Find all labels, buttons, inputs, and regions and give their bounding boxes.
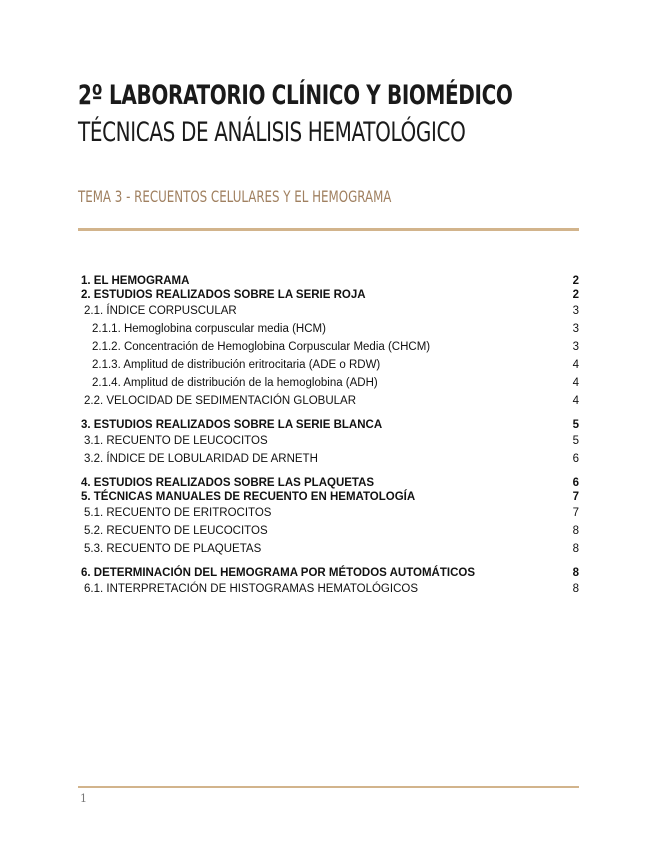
toc-entry-text: 2.1.3. Amplitud de distribución eritrocitaria (ADE o RDW)	[92, 359, 381, 371]
toc-entry-text: 2.1.2. Concentración de Hemoglobina Corpuscular Media (CHCM)	[92, 341, 431, 353]
toc-entry-page: 6	[572, 477, 579, 489]
document-title-line2: TÉCNICAS DE ANÁLISIS HEMATOLÓGICO	[78, 117, 466, 148]
toc-entry-page: 8	[572, 567, 579, 579]
toc-gap	[78, 468, 579, 476]
toc-entry[interactable]	[78, 476, 579, 490]
toc-entry[interactable]	[78, 320, 579, 338]
toc-entry-text: 6. DETERMINACIÓN DEL HEMOGRAMA POR MÉTODOS AUTOMÁTICOS	[81, 567, 475, 579]
toc-entry-page: 3	[572, 323, 579, 335]
toc-entry-page: 8	[572, 583, 579, 595]
toc-entry-page: 4	[572, 377, 579, 389]
toc-entry[interactable]	[78, 540, 579, 558]
toc-entry-text: 5.2. RECUENTO DE LEUCOCITOS	[84, 525, 268, 537]
toc-entry[interactable]	[78, 490, 579, 504]
toc-entry-text: 2.2. VELOCIDAD DE SEDIMENTACIÓN GLOBULAR	[84, 395, 357, 407]
toc-entry[interactable]	[78, 566, 579, 580]
toc-entry-page: 2	[572, 275, 579, 287]
toc-entry[interactable]	[78, 274, 579, 288]
toc-gap	[78, 558, 579, 566]
toc-entry-page: 7	[572, 491, 579, 503]
toc-entry[interactable]	[78, 356, 579, 374]
toc-entry-page: 4	[572, 395, 579, 407]
toc-entry-text: 2.1.4. Amplitud de distribución de la hemoglobina (ADH)	[92, 377, 378, 389]
toc-entry[interactable]	[78, 522, 579, 540]
toc-entry-text: 4. ESTUDIOS REALIZADOS SOBRE LAS PLAQUETAS	[81, 477, 375, 489]
document-title-line1: 2º LABORATORIO CLÍNICO Y BIOMÉDICO	[78, 80, 513, 111]
toc-entry-page: 8	[572, 525, 579, 537]
toc-entry-page: 5	[572, 435, 579, 447]
toc-entry-text: 6.1. INTERPRETACIÓN DE HISTOGRAMAS HEMATOLÓGICOS	[84, 583, 418, 595]
toc-entry-text: 1. EL HEMOGRAMA	[81, 275, 190, 287]
toc-entry[interactable]	[78, 302, 579, 320]
toc-entry-page: 5	[572, 419, 579, 431]
toc-entry[interactable]	[78, 288, 579, 302]
toc-entry[interactable]	[78, 418, 579, 432]
toc-gap	[78, 410, 579, 418]
toc-entry-text: 3.1. RECUENTO DE LEUCOCITOS	[84, 435, 268, 447]
toc-entry[interactable]	[78, 338, 579, 356]
toc-entry-page: 7	[572, 507, 579, 519]
toc-entry-text: 5. TÉCNICAS MANUALES DE RECUENTO EN HEMATOLOGÍA	[81, 491, 416, 503]
table-of-contents	[78, 274, 579, 598]
toc-entry-text: 5.3. RECUENTO DE PLAQUETAS	[84, 543, 262, 555]
toc-entry-text: 2.1.1. Hemoglobina corpuscular media (HCM)	[92, 323, 326, 335]
toc-entry-page: 6	[572, 453, 579, 465]
toc-entry-text: 2.1. ÍNDICE CORPUSCULAR	[84, 305, 237, 317]
toc-entry-page: 8	[572, 543, 579, 555]
header-divider	[78, 228, 579, 231]
toc-entry[interactable]	[78, 432, 579, 450]
toc-entry[interactable]	[78, 392, 579, 410]
footer-divider	[78, 786, 579, 788]
toc-entry[interactable]	[78, 580, 579, 598]
toc-entry[interactable]	[78, 374, 579, 392]
toc-entry[interactable]	[78, 504, 579, 522]
toc-entry-page: 2	[572, 289, 579, 301]
toc-entry-text: 3.2. ÍNDICE DE LOBULARIDAD DE ARNETH	[84, 453, 318, 465]
toc-entry[interactable]	[78, 450, 579, 468]
toc-entry-text: 3. ESTUDIOS REALIZADOS SOBRE LA SERIE BLANCA	[81, 419, 383, 431]
toc-entry-text: 5.1. RECUENTO DE ERITROCITOS	[84, 507, 272, 519]
topic-subtitle: TEMA 3 - RECUENTOS CELULARES Y EL HEMOGRAMA	[78, 187, 392, 206]
toc-entry-text: 2. ESTUDIOS REALIZADOS SOBRE LA SERIE ROJA	[81, 289, 366, 301]
toc-entry-page: 4	[572, 359, 579, 371]
page-number: 1	[80, 792, 87, 805]
toc-entry-page: 3	[572, 341, 579, 353]
toc-entry-page: 3	[572, 305, 579, 317]
